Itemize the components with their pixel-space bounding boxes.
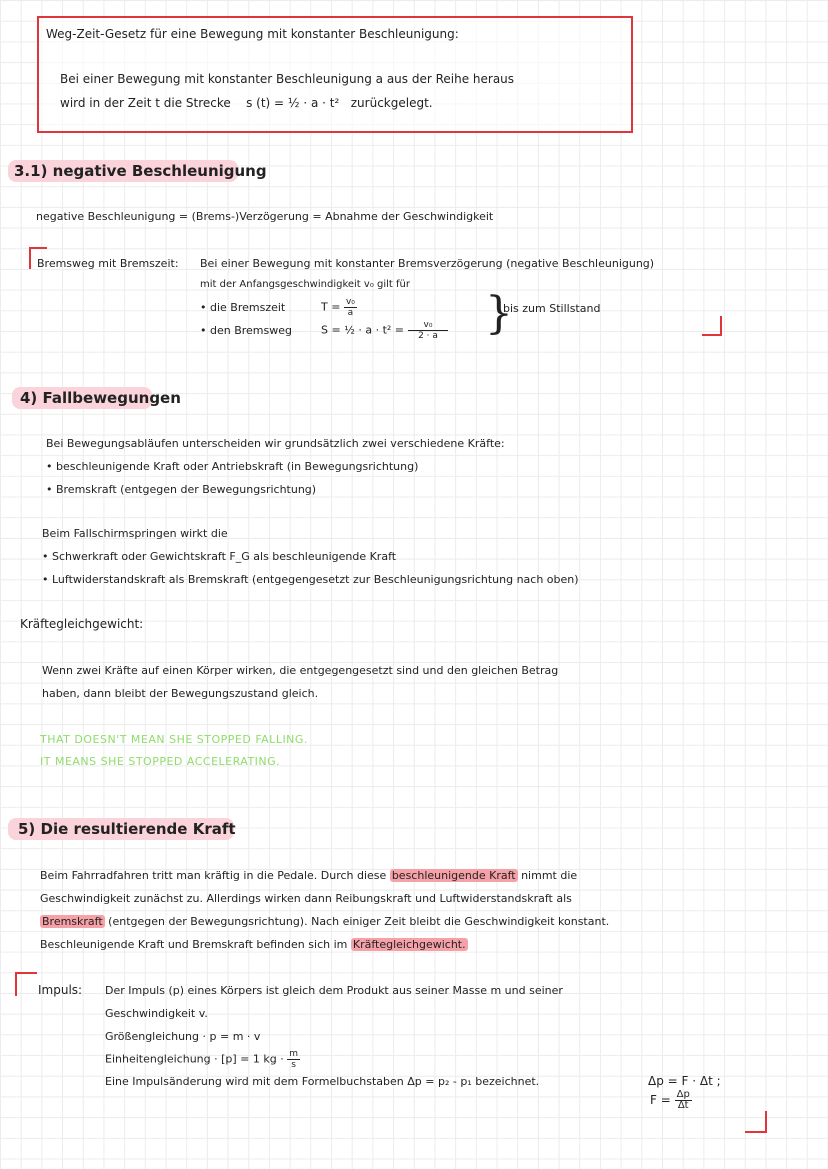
- brake-distance-lhs: S = ½ · a · t² =: [321, 323, 405, 337]
- forces-bullet-1: • beschleunigende Kraft oder Antriebskraft (in Bewegungsrichtung): [46, 460, 419, 473]
- box-formula: s (t) = ½ · a · t²: [246, 96, 340, 110]
- right-brace: }: [485, 288, 513, 339]
- corner-marker-bottom-right-2: [745, 1111, 767, 1133]
- box-line-2-post: zurückgelegt.: [350, 96, 433, 110]
- highlight-equilibrium: Kräftegleichgewicht.: [352, 938, 466, 951]
- corner-marker-top-left-2: [15, 972, 37, 996]
- brake-distance-label: • den Bremsweg: [200, 324, 292, 337]
- force-denominator: Δt: [677, 1100, 689, 1111]
- impuls-right-2: [650, 1090, 692, 1111]
- brake-distance-numerator: v₀: [408, 320, 449, 331]
- unit-fraction: [287, 1049, 300, 1070]
- highlight-brake-force: Bremskraft: [42, 915, 103, 928]
- brake-time-label: • die Bremszeit: [200, 301, 286, 314]
- impuls-line-1: Der Impuls (p) eines Körpers ist gleich dem Produkt aus seiner Masse m und seiner: [105, 984, 563, 997]
- impuls-right-1: Δp = F · Δt ;: [648, 1074, 721, 1088]
- skydiving-intro: Beim Fallschirmspringen wirkt die: [42, 527, 228, 540]
- impuls-line-4-pre: Einheitengleichung · [p] = 1 kg ·: [105, 1052, 284, 1066]
- skydiving-bullet-2: • Luftwiderstandskraft als Bremskraft (entgegengesetzt zur Beschleunigungsrichtung nach oben): [42, 573, 579, 586]
- impuls-line-4: [105, 1049, 300, 1070]
- force-fraction: [675, 1090, 692, 1111]
- brake-time-denominator: a: [347, 308, 354, 318]
- equilibrium-line-2: haben, dann bleibt der Bewegungszustand gleich.: [42, 687, 319, 700]
- unit-numerator: m: [289, 1049, 299, 1059]
- brake-time-fraction: [344, 297, 357, 318]
- box-title: Weg-Zeit-Gesetz für eine Bewegung mit konstanter Beschleunigung:: [46, 27, 459, 41]
- brake-distance-fraction: [408, 320, 449, 341]
- bike-line-3: [40, 915, 609, 928]
- force-numerator: Δp: [676, 1089, 690, 1100]
- brake-tail: bis zum Stillstand: [503, 302, 601, 315]
- bike-line-1-post: nimmt die: [521, 869, 578, 882]
- bike-line-3-post: (entgegen der Bewegungsrichtung). Nach einiger Zeit bleibt die Geschwindigkeit konstant.: [108, 915, 610, 928]
- brake-time-numerator: v₀: [345, 297, 355, 307]
- bike-line-1-pre: Beim Fahrradfahren tritt man kräftig in die Pedale. Durch diese: [40, 869, 387, 882]
- brake-label: Bremsweg mit Bremszeit:: [37, 257, 179, 270]
- heading-5: 5) Die resultierende Kraft: [18, 820, 236, 838]
- forces-intro: Bei Bewegungsabläufen unterscheiden wir grundsätzlich zwei verschiedene Kräfte:: [46, 437, 505, 450]
- brake-time-lhs: T =: [321, 300, 341, 314]
- bike-line-4-pre: Beschleunigende Kraft und Bremskraft befinden sich im: [40, 938, 348, 951]
- green-quote-line-1: THAT DOESN'T MEAN SHE STOPPED FALLING.: [40, 733, 308, 746]
- brake-time-formula: [321, 297, 357, 318]
- equilibrium-line-1: Wenn zwei Kräfte auf einen Körper wirken, die entgegengesetzt sind und den gleichen Betrag: [42, 664, 559, 677]
- equilibrium-label: Kräftegleichgewicht:: [20, 617, 144, 631]
- bike-line-4: [40, 938, 468, 951]
- box-line-1: Bei einer Bewegung mit konstanter Beschleunigung a aus der Reihe heraus: [60, 72, 515, 86]
- corner-marker-bottom-right: [702, 316, 722, 336]
- impuls-line-5: Eine Impulsänderung wird mit dem Formelbuchstaben Δp = p₂ - p₁ bezeichnet.: [105, 1075, 540, 1088]
- bike-line-1: [40, 869, 577, 882]
- unit-denominator: s: [291, 1060, 296, 1070]
- impuls-line-3: Größengleichung · p = m · v: [105, 1030, 261, 1043]
- brake-intro-2: mit der Anfangsgeschwindigkeit v₀ gilt für: [200, 279, 410, 290]
- impuls-label: Impuls:: [38, 983, 83, 997]
- box-line-2: [60, 96, 433, 110]
- heading-3-1: 3.1) negative Beschleunigung: [14, 162, 267, 180]
- skydiving-bullet-1: • Schwerkraft oder Gewichtskraft F_G als beschleunigende Kraft: [42, 550, 397, 563]
- heading-4: 4) Fallbewegungen: [20, 389, 181, 407]
- forces-bullet-2: • Bremskraft (entgegen der Bewegungsrichtung): [46, 483, 317, 496]
- brake-distance-formula: [321, 320, 448, 341]
- negative-acceleration-definition: negative Beschleunigung = (Brems-)Verzögerung = Abnahme der Geschwindigkeit: [36, 210, 494, 223]
- impuls-right-2-lhs: F =: [650, 1093, 671, 1107]
- highlight-accelerating-force: beschleunigende Kraft: [391, 869, 516, 882]
- box-line-2-pre: wird in der Zeit t die Strecke: [60, 96, 231, 110]
- impuls-line-2: Geschwindigkeit v.: [105, 1007, 208, 1020]
- bike-line-2: Geschwindigkeit zunächst zu. Allerdings wirken dann Reibungskraft und Luftwiderstandskraft als: [40, 892, 572, 905]
- green-quote-line-2: IT MEANS SHE STOPPED ACCELERATING.: [40, 755, 281, 768]
- brake-intro-1: Bei einer Bewegung mit konstanter Bremsverzögerung (negative Beschleunigung): [200, 257, 655, 270]
- brake-distance-denominator: 2 · a: [418, 331, 438, 341]
